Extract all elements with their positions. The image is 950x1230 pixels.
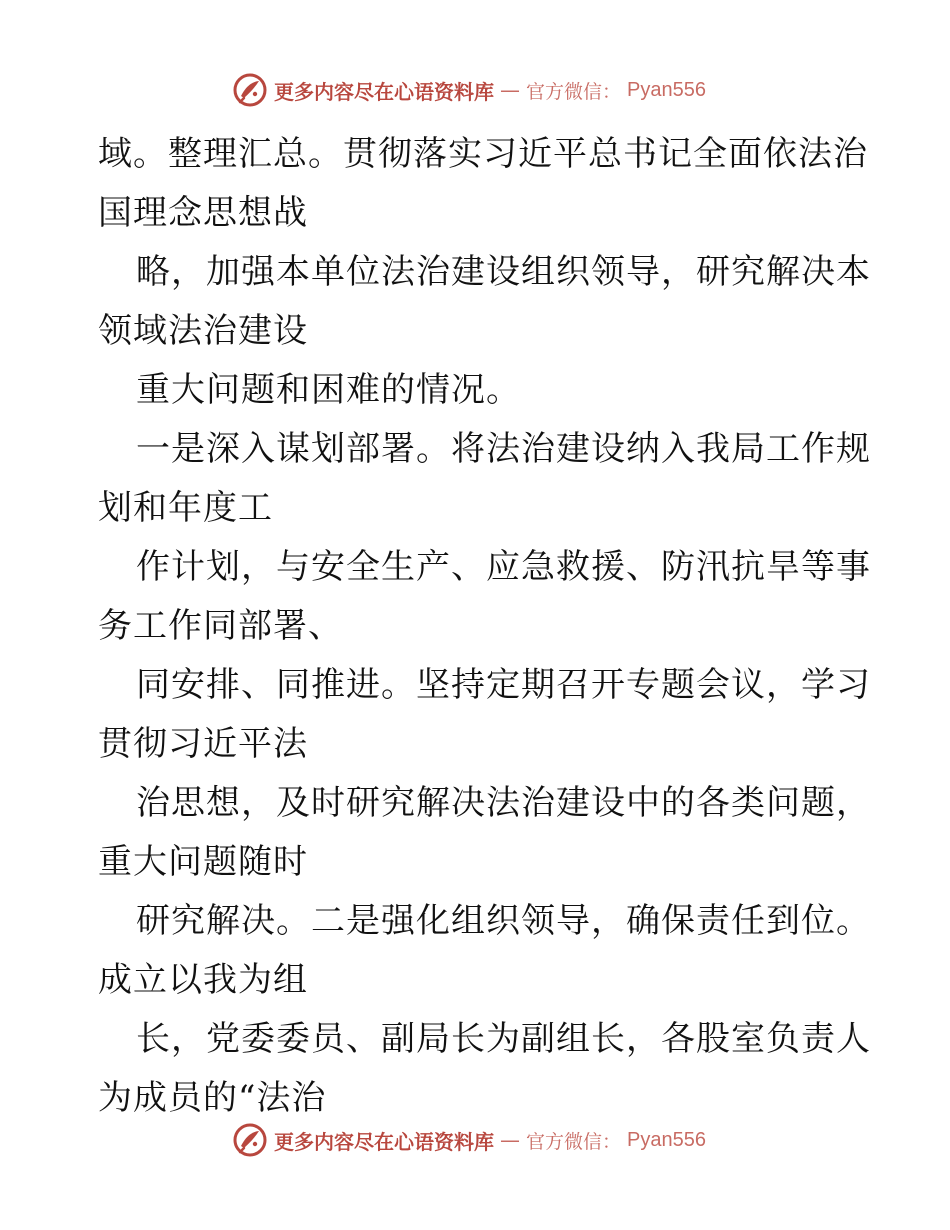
text-line: 一是深入谋划部署。将法治建设纳入我局工作规: [136, 429, 871, 469]
text-line: 务工作同部署、: [98, 606, 343, 646]
header-watermark: [232, 70, 712, 110]
text-line: 贯彻习近平法: [98, 724, 308, 764]
text-line: 研究解决。二是强化组织领导，确保责任到位。: [136, 901, 871, 941]
text-line: 为成员的“法治: [98, 1078, 327, 1118]
footer-wechat-id: Pyan556: [627, 1128, 706, 1151]
text-line: 成立以我为组: [98, 960, 308, 1000]
brand-logo-icon: [232, 72, 268, 108]
text-line: 作计划，与安全生产、应急救援、防汛抗旱等事: [136, 547, 871, 587]
footer-watermark: [232, 1120, 712, 1160]
text-line: 划和年度工: [98, 488, 273, 528]
header-wechat-id: Pyan556: [627, 78, 706, 101]
brand-logo-icon: [232, 1122, 268, 1158]
header-separator: —: [500, 78, 520, 102]
header-official-label: 官方微信：: [526, 80, 622, 103]
header-brand: 更多内容尽在心语资料库: [274, 79, 494, 104]
text-line: 长，党委委员、副局长为副组长，各股室负责人: [136, 1019, 871, 1059]
text-line: 领域法治建设: [98, 311, 308, 351]
text-line: 略，加强本单位法治建设组织领导，研究解决本: [136, 252, 871, 292]
text-line: 域。整理汇总。贯彻落实习近平总书记全面依法治: [98, 134, 868, 174]
text-line: 重大问题随时: [98, 842, 308, 882]
footer-official-label: 官方微信：: [526, 1130, 622, 1153]
footer-brand: 更多内容尽在心语资料库: [274, 1129, 494, 1154]
text-line: 同安排、同推进。坚持定期召开专题会议，学习: [136, 665, 871, 705]
text-line: 国理念思想战: [98, 193, 308, 233]
document-body: [98, 125, 871, 1128]
text-line: 重大问题和困难的情况。: [136, 370, 521, 410]
text-line: 治思想，及时研究解决法治建设中的各类问题，: [136, 783, 871, 823]
footer-separator: —: [500, 1128, 520, 1152]
